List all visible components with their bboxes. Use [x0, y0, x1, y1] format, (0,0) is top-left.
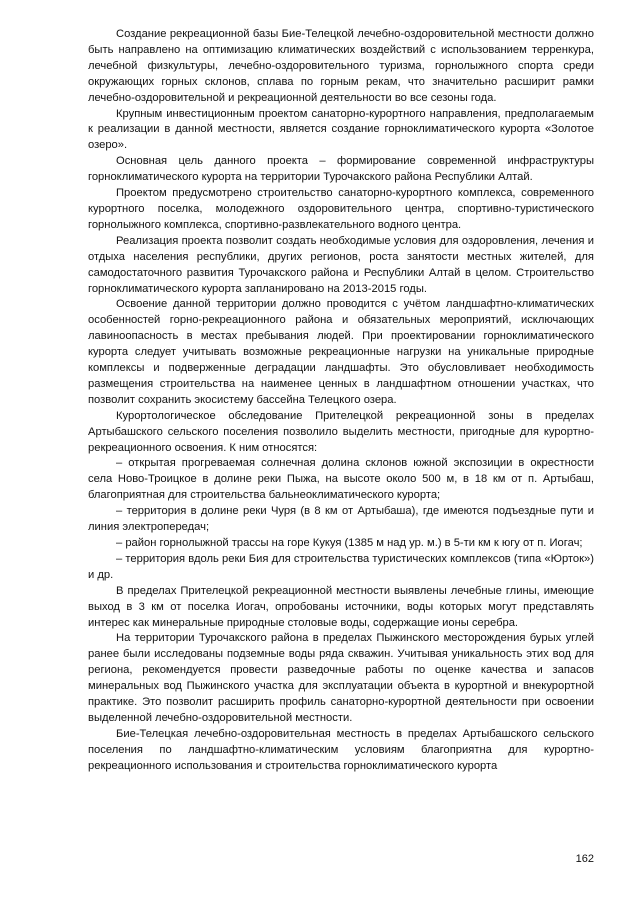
paragraph: Крупным инвестиционным проектом санаторно-курортного направления, предполагаемым к реализации в данной местности, является создание горноклиматического курорта «Золотое озеро».	[88, 107, 594, 152]
body-text	[88, 27, 594, 775]
list-item: – территория вдоль реки Бия для строительства туристических комплексов (типа «Юрток») и др.	[88, 552, 594, 581]
list-item: – район горнолыжной трассы на горе Кукуя (1385 м над ур. м.) в 5-ти км к югу от п. Иогач;	[116, 537, 583, 549]
paragraph: Проектом предусмотрено строительство санаторно-курортного комплекса, современного курортного поселка, молодежного оздоровительного центра, спортивно-туристического горнолыжного комплекса, спортивно-развлекательного водного центра.	[88, 187, 594, 231]
list-item: – территория в долине реки Чуря (в 8 км от Артыбаша), где имеются подъездные пути и линия электропередач;	[88, 505, 594, 534]
list-item: – открытая прогреваемая солнечная долина склонов южной экспозиции в окрестности села Ново-Троицкое в долине реки Пыжа, на высоте около 500 м, в 18 км от п. Артыбаш, благоприятная для строительства бальнеоклиматического курорта;	[88, 457, 594, 502]
paragraph: Бие-Телецкая лечебно-оздоровительная местность в пределах Артыбашского сельского поселения по ландшафтно-климатическим условиям благоприятна для курортно-рекреационного использования и строительства горноклиматического курорта	[88, 727, 594, 772]
paragraph: Освоение данной территории должно проводится с учётом ландшафтно-климатических особенностей горно-рекреационного района и обязательных мероприятий, исключающих лавиноопасность в местах пребывания людей. При проектировании горноклиматического курорта следует учитывать возможные рекреационные нагрузки на уникальные природные комплексы и подверженные деградации ландшафты. Это обусловливает необходимость размещения строительства на наименее ценных в ландшафтном отношении участках, что позволит сохранить экосистему бассейна Телецкого озера.	[88, 298, 594, 406]
paragraph: Создание рекреационной базы Бие-Телецкой лечебно-оздоровительной местности должно быть направлено на оптимизацию климатических воздействий с использованием терренкура, лечебной физкультуры, лечебно-оздоровительного туризма, горнолыжного спорта среди окружающих горных склонов, сплава по горным рекам, что значительно расширит рамки лечебно-оздоровительной и рекреационной деятельности во все сезоны года.	[88, 28, 594, 104]
paragraph: Курортологическое обследование Прителецкой рекреационной зоны в пределах Артыбашского сельского поселения позволило выделить местности, пригодные для курортно-рекреационного освоения. К ним относятся:	[88, 409, 594, 454]
paragraph: В пределах Прителецкой рекреационной местности выявлены лечебные глины, имеющие выход в 3 км от поселка Иогач, опробованы источники, воды которых могут представлять интерес как минеральные природные столовые воды, содержащие ионы серебра.	[88, 584, 594, 629]
paragraph: Реализация проекта позволит создать необходимые условия для оздоровления, лечения и отдыха населения республики, других регионов, роста занятости местных жителей, для самодостаточного развития Турочакского района и Республики Алтай в целом. Строительство горноклиматического курорта запланировано на 2013-2015 годы.	[88, 234, 594, 295]
paragraph: Основная цель данного проекта – формирование современной инфраструктуры горноклиматического курорта на территории Турочакского района Республики Алтай.	[88, 155, 594, 184]
page-number: 162	[575, 853, 594, 865]
paragraph: На территории Турочакского района в пределах Пыжинского месторождения бурых углей ранее были исследованы подземные воды ряда скважин. Учитывая уникальность этих вод для региона, рекомендуется провести разведочные работы по оценке качества и запасов минеральных вод Пыжинского участка для эксплуатации объекта в курортной и внекурортной практике. Это позволит расширить профиль санаторно-курортной деятельности при освоении выделенной лечебно-оздоровительной местности.	[88, 632, 594, 724]
